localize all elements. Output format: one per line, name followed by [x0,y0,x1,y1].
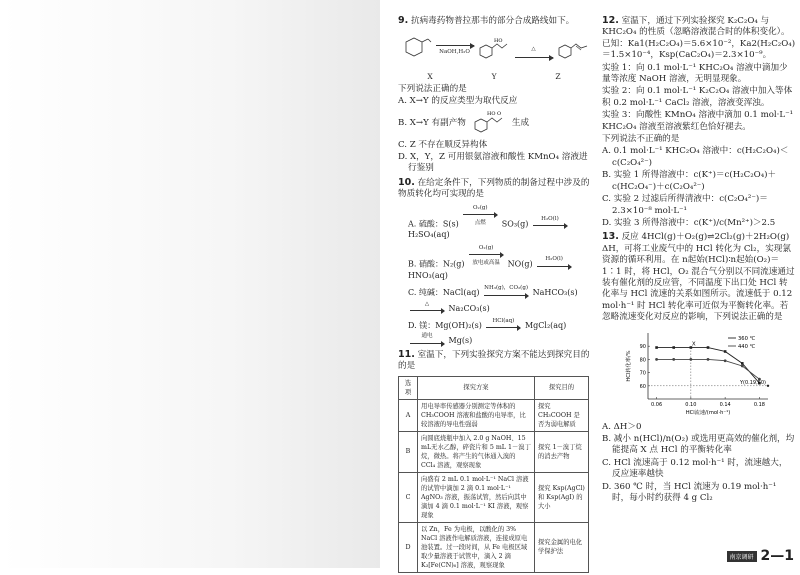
table-row[interactable] [399,522,589,572]
data-point [655,346,658,349]
y-tick-label: 90 [639,343,646,350]
data-point [672,346,675,349]
row-plan: 用电导率传感器分别测定等体积的 CH₃COOH 溶液和盐酸的电导率，比较溶液的导电性强弱 [418,399,535,431]
header-plan: 探究方案 [418,376,535,399]
x-tick-label: 0.18 [753,401,765,408]
question-12-prompt: 下列说法不正确的是 [602,134,680,145]
option-c[interactable]: C. 纯碱：NaCl(aq) NH₃(g)，CO₂(g) NaHCO₃(s) △ Na₂CO₃(s) [408,285,578,313]
x-axis-label: HCl流速/(mol·h⁻¹) [685,409,731,416]
x-tick-label: 0.06 [651,401,663,408]
y-tick-label: 60 [639,383,646,390]
question-10-stem: 在给定条件下，下列物质的制备过程中涉及的物质转化均可实现的是 [398,177,590,200]
molecule-x [398,36,432,66]
annotation-label: X [691,341,696,348]
table-row[interactable] [399,399,589,431]
data-point [707,358,710,361]
synthesis-route [398,29,590,73]
page-number: 2—1 [760,548,794,564]
row-key: C [399,472,418,522]
option-a[interactable]: A. 硫酸：S(s) O₂(g) 点燃 SO₃(g) H₂O(l) H₂SO₄(aq) [398,203,590,241]
question-13-number: 13. [602,231,619,243]
y-tick-label: 80 [639,356,646,363]
x-tick-label: 0.14 [719,401,731,408]
option-b[interactable]: B. 实验 1 所得溶液中：c(K⁺)＝c(H₂C₂O₄)＋c(HC₂O₄⁻)＋c(C₂O₄²⁻) [602,170,777,192]
row-key: B [399,431,418,472]
annotation-point [767,384,769,386]
row-plan: 向盛有 2 mL 0.1 mol·L⁻¹ NaCl 溶液的试管中滴加 2 滴 0.1 mol·L⁻¹ AgNO₃ 溶液，振荡试管，然后向其中滴加 4 滴 0.1 mol·L⁻¹ KI 溶液，观察现象 [418,472,535,522]
molecule-z [556,36,590,66]
y-axis-label: HCl转化率/% [626,349,632,382]
row-goal: 探究金属的电化学保护法 [535,522,589,572]
data-point [724,350,727,353]
series-line-1 [657,359,760,379]
data-point [655,358,658,361]
question-10 [398,177,590,347]
option-c[interactable]: C. 实验 2 过滤后所得清液中：c(C₂O₄²⁻)＝2.3×10⁻⁸ mol·L⁻¹ [602,194,768,216]
data-point [741,364,744,367]
y-tick-label: 70 [639,370,646,377]
table-header-row [399,376,589,399]
option-d[interactable]: D. 镁：Mg(OH)₂(s) HCl(aq) MgCl₂(aq) 通电 Mg(s) [408,317,567,346]
legend-label-1: 440 ℃ [738,343,756,350]
option-c[interactable]: C. Z 不存在顺反异构体 [398,139,488,150]
option-a[interactable]: A. X→Y 的反应类型为取代反应 [398,96,518,107]
table-row[interactable] [399,431,589,472]
reaction-arrow-2: △ [515,44,553,58]
question-9 [398,15,590,175]
row-key: D [399,522,418,572]
question-9-stem: 抗病毒药物普拉那韦的部分合成路线如下。 [410,16,575,26]
data-point [707,346,710,349]
question-13-stem: 反应 4HCl(g)＋O₂(g)⇌2Cl₂(g)＋2H₂O(g) ΔH，可将工业废气中的 HCl 转化为 Cl₂，实现氯资源的循环利用。在 n起始(HCl)∶n起始(O₂)＝1∶1 时，将 HCl，O₂ 混合气分别以不同流速通过装有催化剂的反应管，不同温度下出口处 HCl 转化率与 HCl 流速的关系如图所示。流速低于 0.12 mol·h⁻¹ 时 HCl 转化率可近似为平衡转化率。若忽略流速变化对反应的影响，下列说法正确的是 [602,232,795,323]
right-column [602,14,796,506]
option-b[interactable]: B. 减小 n(HCl)/n(O₂) 或选用更高效的催化剂，均能提高 X 点 HCl 的平衡转化率 [602,433,795,456]
row-goal: 探究 CH₃COOH 是否为弱电解质 [535,399,589,431]
molecule-y [477,36,511,66]
option-a[interactable]: A. 0.1 mol·L⁻¹ KHC₂O₄ 溶液中：c(H₂C₂O₄)＜c(C₂O₄²⁻) [602,146,789,168]
svg-text:HO: HO [494,38,503,45]
chart-svg [622,327,772,419]
page-footer [727,548,795,564]
question-9-prompt: 下列说法正确的是 [398,83,467,94]
option-a[interactable]: A. ΔH＞0 [602,421,642,432]
question-9-number: 9. [398,15,409,26]
question-13 [602,231,796,504]
annotation-label: Y(0.19,60) [739,379,766,386]
data-point [672,358,675,361]
question-12 [602,15,796,229]
svg-text:HO O: HO O [486,110,502,117]
option-b[interactable]: B. 硝酸：N₂(g) O₂(g) 放电或高温 NO(g) H₂O(l) HNO₃(aq) [398,243,590,281]
data-point [724,359,727,362]
header-goal: 探究目的 [535,376,589,399]
option-d[interactable]: D. 360 ℃ 时，当 HCl 流速为 0.19 mol·h⁻¹ 时，每小时约获得 4 g Cl₂ [602,481,777,503]
experiment-2: 实验 2：向 0.1 mol·L⁻¹ K₂C₂O₄ 溶液中加入等体积 0.2 mol·L⁻¹ CaCl₂ 溶液，溶液变浑浊。 [602,86,793,108]
row-goal: 探究 1－溴丁烷的消去产物 [535,431,589,472]
blank-binding-margin [0,0,380,568]
question-11-stem: 室温下，下列实验探究方案不能达到探究目的的是 [398,349,590,372]
experiment-1: 实验 1：向 0.1 mol·L⁻¹ KHC₂O₄ 溶液中滴加少量等浓度 NaOH 溶液，无明显现象。 [602,62,788,85]
byproduct-structure [472,110,506,138]
left-column [398,14,590,575]
option-d[interactable]: D. X，Y，Z 可用银氨溶液和酸性 KMnO₄ 溶液进行鉴别 [398,152,588,174]
option-b-tail: 生成 [511,117,530,128]
question-12-stem: 室温下，通过下列实验探究 K₂C₂O₄ 与 KHC₂O₄ 的性质（忽略溶液混合时的体积变化）。已知：Ka1(H₂C₂O₄)＝5.6×10⁻²，Ka2(H₂C₂O₄)＝1.5×10⁻⁴，Ksp(CaC₂O₄)＝2.3×10⁻⁹。 [602,16,796,61]
question-12-number: 12. [602,15,619,26]
table-row[interactable] [399,472,589,522]
row-plan: 以 Zn，Fe 为电极，以酸化的 3% NaCl 溶液作电解质溶液，连接成原电池装置。过一段时间，从 Fe 电极区域取少量溶液于试管中，滴入 2 滴 K₃[Fe(CN)₆] 溶液，观察现象 [418,522,535,572]
molecule-labels: X Y Z [427,72,561,82]
conversion-chart [622,327,772,419]
reaction-arrow-1: NaOH,H₂O [436,44,474,58]
data-point [741,362,744,365]
question-11-number: 11. [398,348,415,360]
row-goal: 探究 Ksp(AgCl) 和 Ksp(AgI) 的大小 [535,472,589,522]
row-plan: 向圆底烧瓶中加入 2.0 g NaOH、15 mL无水乙醇，碎瓷片和 5 mL 1－溴丁烷，微热。将产生的气体通入溴的 CCl₄ 溶液，观察现象 [418,431,535,472]
experiment-table [398,376,589,573]
x-tick-label: 0.10 [685,401,697,408]
footer-brand: 南京调研 [727,551,757,562]
header-option: 选项 [399,376,418,399]
series-line-0 [657,347,760,383]
row-key: A [399,399,418,431]
option-d[interactable]: D. 实验 3 所得溶液中：c(K⁺)/c(Mn²⁺)＞2.5 [602,217,776,228]
option-c[interactable]: C. HCl 流速高于 0.12 mol·h⁻¹ 时，流速越大，反应速率越快 [602,457,788,480]
question-10-number: 10. [398,176,415,188]
question-11 [398,349,590,573]
legend-label-0: 360 ℃ [738,335,756,342]
option-b-structure [398,109,590,139]
experiment-3: 实验 3：向酸性 KMnO₄ 溶液中滴加 0.1 mol·L⁻¹ KHC₂O₄ 溶液至溶液紫红色恰好褪去。 [602,110,794,132]
option-b[interactable]: B. X→Y 有副产物 [398,117,466,128]
